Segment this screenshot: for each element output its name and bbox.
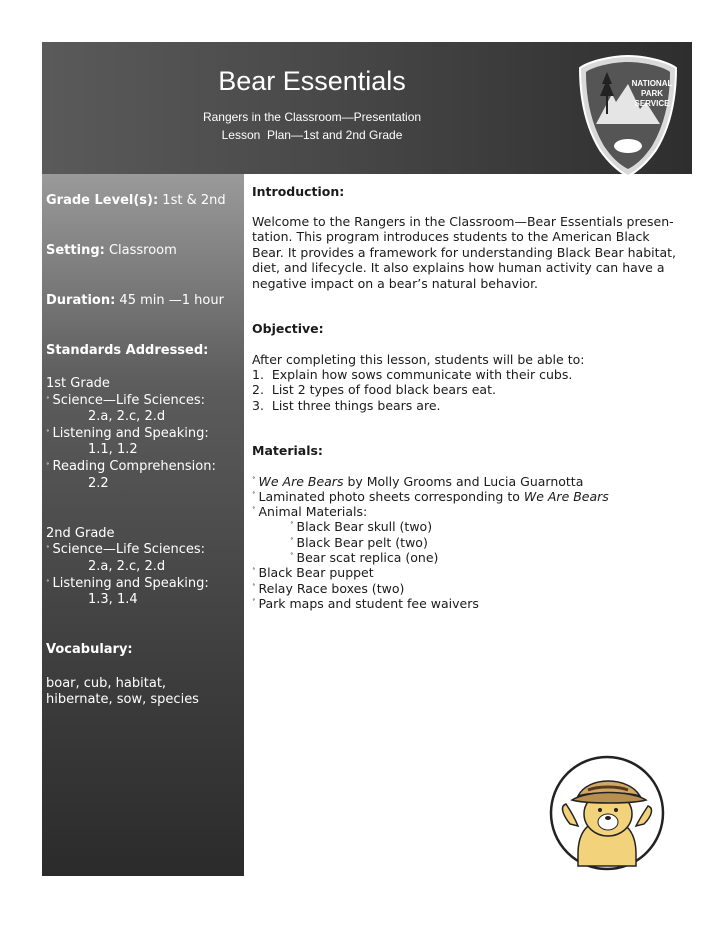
standards-heading: Standards Addressed: [46,343,209,358]
sidebar [42,174,244,876]
intro-line: negative impact on a bear’s natural behavior. [252,276,539,291]
grade1-standard: ˚ Science—Life Sciences: [46,393,206,408]
subtitle-line-2: Lesson Plan—1st and 2nd Grade [221,128,403,142]
materials-heading: Materials: [252,443,323,458]
intro-line: Welcome to the Rangers in the Classroom—Bear Essentials presen- [252,214,674,229]
vocabulary-heading: Vocabulary: [46,642,133,657]
grade2-standard: ˚ Listening and Speaking: [46,576,209,591]
materials-subitem: ˚ Bear scat replica (one) [290,550,439,565]
grade2-standard-codes: 2.a, 2.c, 2.d [88,559,166,574]
materials-item: ˚ Black Bear puppet [252,565,374,580]
intro-line: Bear. It provides a framework for understanding Black Bear habitat, [252,245,677,260]
objective-heading: Objective: [252,321,324,336]
grade1-standard-codes: 2.a, 2.c, 2.d [88,409,166,424]
setting: Setting: Classroom [46,243,177,258]
grade1-standard-codes: 1.1, 1.2 [88,442,138,457]
grade-level: Grade Level(s): 1st & 2nd [46,193,226,208]
subtitle-line-1: Rangers in the Classroom—Presentation [202,110,422,124]
page-title: Bear Essentials [218,66,406,96]
grade1-standard-codes: 2.2 [88,476,109,491]
vocabulary-line: hibernate, sow, species [46,692,199,707]
objective-item: 2. List 2 types of food black bears eat. [252,382,496,397]
grade2-standard-codes: 1.3, 1.4 [88,592,138,607]
grade1-standard: ˚ Reading Comprehension: [46,459,216,474]
materials-item: ˚ We Are Bears by Molly Grooms and Lucia Guarnotta [252,474,584,489]
objective-intro: After completing this lesson, students will be able to: [252,352,585,367]
intro-line: diet, and lifecycle. It also explains how human activity can have a [252,260,665,275]
materials-item: ˚ Park maps and student fee waivers [252,596,479,611]
subtitle [172,108,452,144]
vocabulary-line: boar, cub, habitat, [46,676,167,691]
nps-arrowhead-logo [576,54,680,178]
header-banner [42,42,692,174]
materials-item: ˚ Laminated photo sheets corresponding to We Are Bears [252,489,609,504]
objective-item: 3. List three things bears are. [252,398,441,413]
badge-text-3: SERVICE [634,99,670,108]
intro-line: tation. This program introduces students to the American Black [252,229,650,244]
ranger-bear-mascot [548,754,666,872]
grade2-heading: 2nd Grade [46,526,115,541]
materials-item: ˚ Animal Materials: [252,504,368,519]
grade1-standard: ˚ Listening and Speaking: [46,426,209,441]
materials-item: ˚ Relay Race boxes (two) [252,581,405,596]
grade2-standard: ˚ Science—Life Sciences: [46,542,206,557]
introduction-heading: Introduction: [252,184,345,199]
badge-text-1: NATIONAL [631,79,673,88]
materials-subitem: ˚ Black Bear pelt (two) [290,535,428,550]
badge-text-2: PARK [640,89,664,98]
duration: Duration: 45 min —1 hour [46,293,224,308]
objective-item: 1. Explain how sows communicate with their cubs. [252,367,573,382]
materials-subitem: ˚ Black Bear skull (two) [290,519,433,534]
grade1-heading: 1st Grade [46,376,110,391]
